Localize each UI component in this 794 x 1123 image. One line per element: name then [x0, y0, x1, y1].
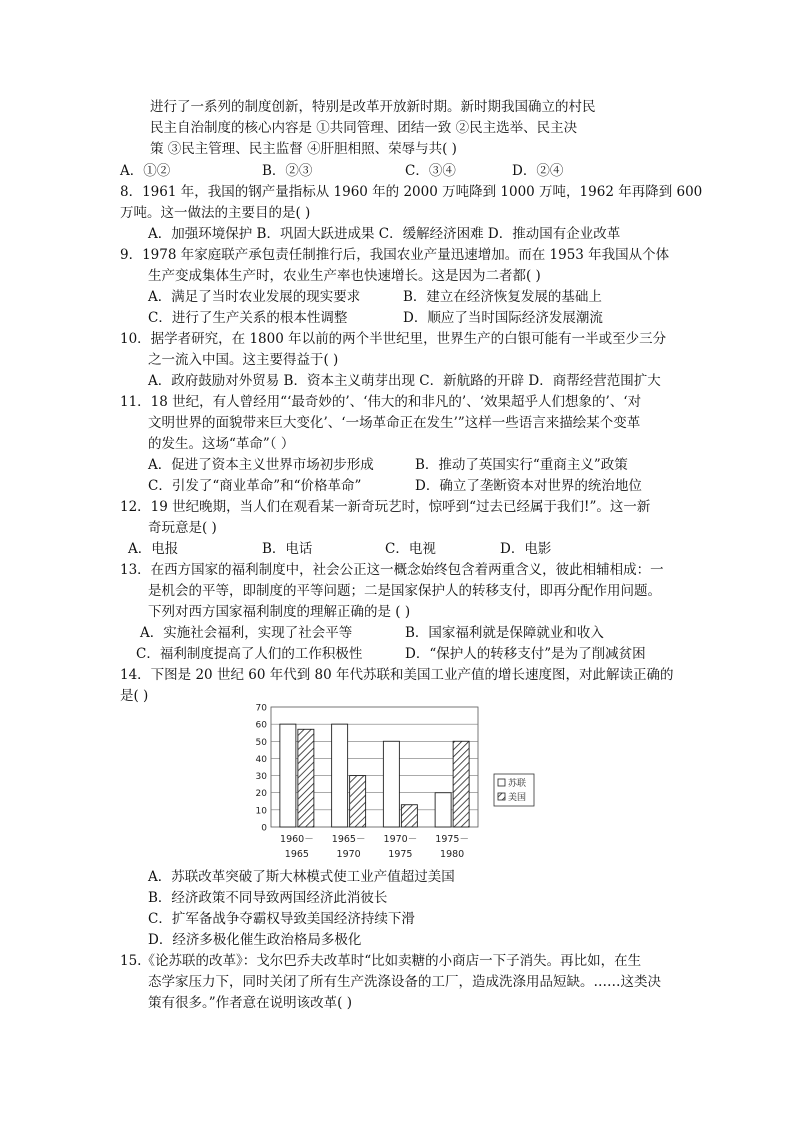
- x-tick-label: 1970－: [383, 834, 418, 845]
- q14-option-b: B．经济政策不同导致两国经济此消彼长: [148, 890, 388, 906]
- q13-stem-1: 13．在西方国家的福利制度中，社会公正这一概念始终包含着两重含义，彼此相辅相成：一: [120, 562, 664, 578]
- q8-stem-2: 万吨。这一做法的主要目的是( ): [120, 205, 311, 221]
- y-tick-label: 10: [255, 806, 267, 817]
- q12-stem-1: 12．19 世纪晚期，当人们在观看某一新奇玩艺时，惊呼到“过去已经属于我们!”。这一新: [120, 499, 651, 515]
- q10-stem-2: 之一流入中国。这主要得益于( ): [148, 352, 339, 368]
- y-tick-label: 50: [255, 737, 267, 748]
- q11-stem-3: 的发生。这场“革命”（ ）: [148, 436, 295, 452]
- q11-stem-2: 文明世界的面貌带来巨大变化’、‘一场革命正在发生’”这样一些语言来描绘某个变革: [148, 415, 641, 431]
- q9-stem-1: 9．1978 年家庭联产承包责任制推行后，我国农业产量迅速增加。而在 1953 年我国从个体: [120, 247, 670, 263]
- q13-option-d: D．“保护人的转移支付”是为了削减贫困: [405, 646, 646, 662]
- q14-option-a: A．苏联改革突破了斯大林模式使工业产值超过美国: [148, 869, 455, 885]
- x-tick-label: 1980: [440, 849, 465, 860]
- growth-bar-chart: [246, 702, 542, 862]
- q8-stem-1: 8．1961 年，我国的钢产量指标从 1960 年的 2000 万吨降到 1000 万吨，1962 年再降到 600: [120, 184, 703, 200]
- intro-option-c: C．③④: [405, 163, 456, 179]
- bar-meiguo: [453, 741, 469, 827]
- q8-options: A．加强环境保护 B．巩固大跃进成果 C．缓解经济困难 D．推动国有企业改革: [148, 226, 621, 242]
- q9-option-b: B．建立在经济恢复发展的基础上: [403, 289, 602, 305]
- intro-option-a: A．①②: [120, 163, 171, 179]
- q10-options: A．政府鼓励对外贸易 B．资本主义萌芽出现 C．新航路的开辟 D．商帮经营范围扩大: [148, 373, 661, 389]
- x-tick-label: 1960－: [280, 834, 314, 845]
- intro-option-b: B．②③: [262, 163, 313, 179]
- bar-meiguo: [298, 729, 314, 827]
- q13-option-c: C．福利制度提高了人们的工作积极性: [136, 646, 363, 662]
- q14-stem-1: 14．下图是 20 世纪 60 年代到 80 年代苏联和美国工业产值的增长速度图，对此解读正确的: [120, 667, 674, 683]
- y-tick-label: 70: [255, 703, 267, 714]
- x-tick-label: 1965－: [331, 834, 366, 845]
- y-tick-label: 60: [255, 720, 267, 731]
- q15-stem-1: 15.《论苏联的改革》：戈尔巴乔夫改革时“比如卖糖的小商店一下子消失。再比如，在生: [120, 953, 642, 969]
- q15-stem-3: 策有很多。”作者意在说明该改革( ): [148, 995, 352, 1011]
- q12-option-d: D．电影: [500, 541, 552, 557]
- q13-stem-2: 是机会的平等，即制度的平等问题；二是国家保护人的转移支付，即再分配作用问题。: [148, 583, 661, 599]
- bar-sulian: [280, 724, 296, 827]
- q9-option-c: C．进行了生产关系的根本性调整: [148, 310, 348, 326]
- y-tick-label: 20: [255, 789, 267, 800]
- q15-stem-2: 态学家压力下，同时关闭了所有生产洗涤设备的工厂，造成洗涤用品短缺。……这类决: [148, 974, 661, 990]
- intro-line-3: 策 ③民主管理、民主监督 ④肝胆相照、荣辱与共( ): [150, 141, 457, 157]
- x-tick-label: 1975－: [435, 834, 469, 845]
- q13-option-b: B．国家福利就是保障就业和收入: [405, 625, 604, 641]
- q12-option-a: A．电报: [128, 541, 179, 557]
- intro-line-2: 民主自治制度的核心内容是 ①共同管理、团结一致 ②民主选举、民主决: [150, 120, 578, 136]
- q11-option-c: C．引发了“商业革命”和“价格革命”: [148, 478, 362, 494]
- y-tick-label: 0: [261, 823, 267, 834]
- legend-label-meiguo: 美国: [508, 793, 527, 803]
- q11-option-a: A．促进了资本主义世界市场初步形成: [148, 457, 374, 473]
- q12-option-c: C．电视: [385, 541, 436, 557]
- q13-option-a: A．实施社会福利，实现了社会平等: [140, 625, 353, 641]
- x-tick-label: 1975: [388, 849, 413, 860]
- q14-stem-2: 是( ): [120, 688, 149, 704]
- q11-option-d: D．确立了垄断资本对世界的统治地位: [415, 478, 642, 494]
- bar-sulian: [332, 724, 348, 827]
- q14-option-c: C．扩军备战争夺霸权导致美国经济持续下滑: [148, 911, 415, 927]
- legend-swatch-meiguo: [498, 793, 505, 800]
- q10-stem-1: 10．据学者研究，在 1800 年以前的两个半世纪里，世界生产的白银可能有一半或至少三分: [120, 331, 667, 347]
- x-tick-label: 1965: [284, 849, 309, 860]
- q14-option-d: D．经济多极化催生政治格局多极化: [148, 932, 362, 948]
- y-tick-label: 40: [255, 754, 267, 765]
- intro-option-d: D．②④: [512, 163, 564, 179]
- q11-stem-1: 11．18 世纪，有人曾经用“‘最奇妙的’、‘伟大的和非凡的’、‘效果超乎人们想象的’、‘对: [120, 394, 642, 410]
- q11-option-b: B．推动了英国实行“重商主义”政策: [415, 457, 628, 473]
- bar-meiguo: [401, 805, 417, 827]
- q12-option-b: B．电话: [262, 541, 313, 557]
- q9-option-a: A．满足了当时农业发展的现实要求: [148, 289, 361, 305]
- legend-label-sulian: 苏联: [508, 779, 527, 789]
- bar-sulian: [435, 793, 451, 827]
- q13-stem-3: 下列对西方国家福利制度的理解正确的是 ( ): [148, 604, 411, 620]
- bar-meiguo: [350, 776, 366, 827]
- intro-line-1: 进行了一系列的制度创新，特别是改革开放新时期。新时期我国确立的村民: [150, 99, 596, 115]
- bar-sulian: [383, 741, 399, 827]
- q9-option-d: D．顺应了当时国际经济发展潮流: [403, 310, 603, 326]
- legend-swatch-sulian: [498, 779, 505, 786]
- q9-stem-2: 生产变成集体生产时，农业生产率也快速增长。这是因为二者都( ): [148, 268, 541, 284]
- q12-stem-2: 奇玩意是( ): [148, 520, 217, 536]
- x-tick-label: 1970: [336, 849, 361, 860]
- y-tick-label: 30: [255, 772, 267, 783]
